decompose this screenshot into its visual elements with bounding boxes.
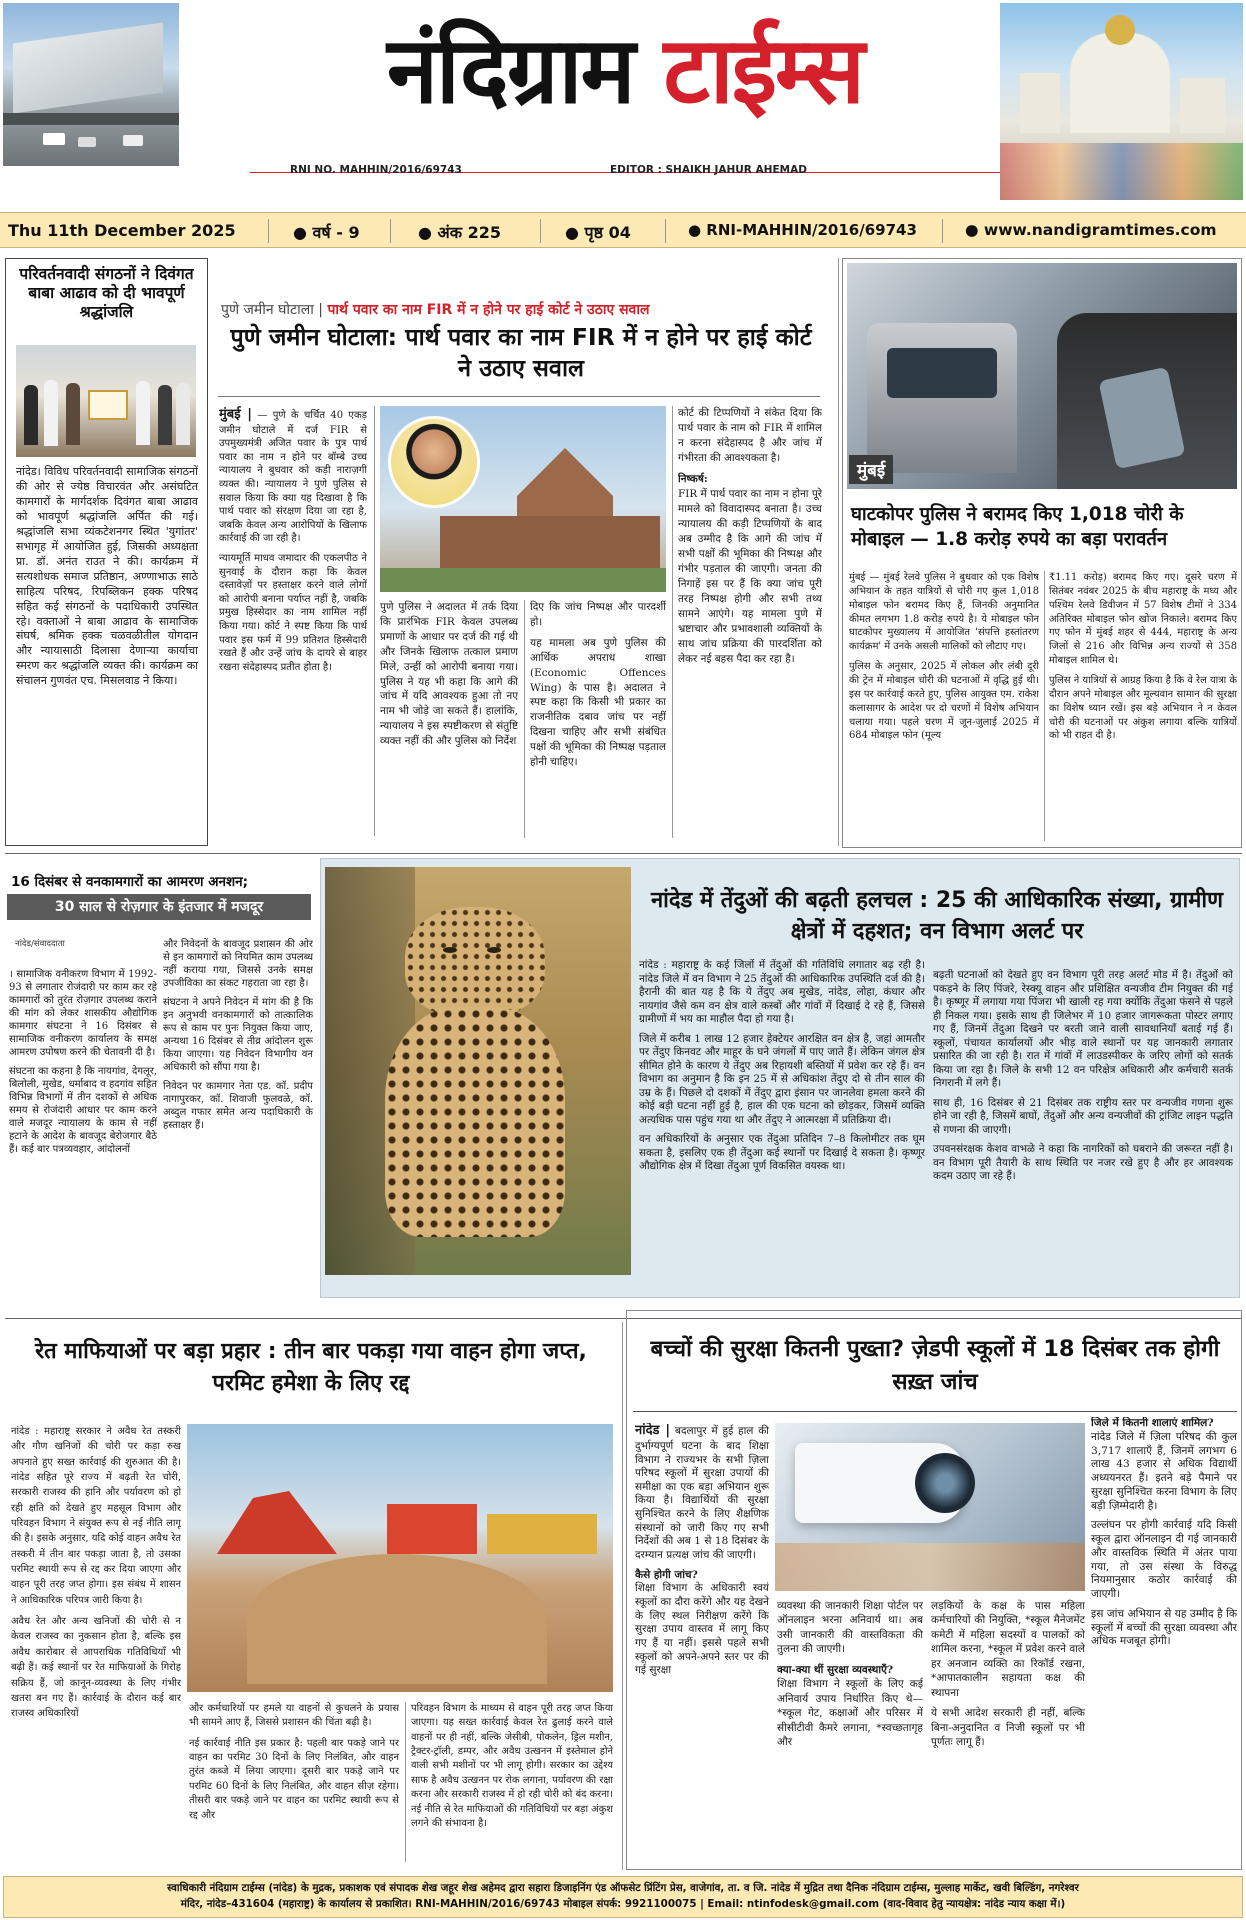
- pune-col4b: FIR में पार्थ पवार का नाम न होना पूरे मामले को विवादास्पद बनाता है। उच्च न्यायालय की कड़ी टिप्पणियों के बाद अब उम्मीद है कि आगे की जांच में सभी पक्षों की भूमिका की निष्पक्ष और गंभीर पड़ताल की जाएगी। जनता की निगाहें इस पर हैं कि क्या जांच पूरी तरह निष्पक्ष होगी और सभी तथ्य सामने आएंगे। यह मामला पुणे में भ्रष्टाचार और प्रभावशाली व्यक्तियों के साथ जांच प्रक्रिया की पारदर्शिता को लेकर नई बहस पैदा कर रहा है।: [678, 487, 822, 665]
- page-number: ● पृष्ठ 04: [565, 223, 631, 242]
- editor-line: EDITOR : SHAIKH JAHUR AHEMAD: [610, 164, 807, 176]
- mobiles-col1a: मुंबई — मुंबई रेलवे पुलिस ने बुधवार को एक विशेष अभियान के तहत यात्रियों से चोरी गए कुल 1,018 मोबाइल फोन बरामद किए हैं, जिनकी अनुमानित कीमत लगभग 1.8 करोड़ रुपये है। ये मोबाइल फोन घाटकोपर मुख्यालय में आयोजित 'संपत्ति हस्तांतरण कार्यक्रम' में उनके असली मालिकों को लौटाए गए।: [849, 572, 1039, 653]
- pune-col4: [678, 406, 822, 838]
- leopards-col2a: बढ़ती घटनाओं को देखते हुए वन विभाग पूरी तरह अलर्ट मोड में है। तेंदुओं को पकड़ने के लिए पिंजरे, रेस्क्यू वाहन और प्रशिक्षित वन्यजीव टीम नियुक्त की गई है। कृष्णूर में लगाया गया पिंजरा भी खाली रह गया क्योंकि तेंदुआ फंसने से पहले ही निकल गया। इसके साथ ही जिलेभर में 10 हजार जागरूकता पोस्टर लगाए गए हैं, जिनमें तेंदुआ दिखने पर बरती जाने वाली सावधानियाँ बताई गई हैं। स्कूलों, पंचायत कार्यालयों और भीड़ वाले स्थानों पर यह जानकारी लगातार प्रसारित की जा रही है। रात में गांवों में लाउडस्पीकर के जरिए लोगों को सतर्क किया जा रहा है। जिले के सभी 12 वन परिक्षेत्र अधिकारी और कर्मचारी सतर्क निगरानी में लगे हैं।: [933, 969, 1233, 1090]
- school-col1b: शिक्षा विभाग के अधिकारी स्वयं स्कूलों का दौरा करेंगे और यह देखने के लिए स्थल निरीक्षण करेंगे कि सुरक्षा उपाय वास्तव में लागू किए गए हैं या नहीं। इससे पहले सभी स्कूलों को अपने-अपने स्तर पर की गई सुरक्षा: [635, 1582, 769, 1677]
- leopards-col2b: साथ ही, 16 दिसंबर से 21 दिसंबर तक राष्ट्रीय स्तर पर वन्यजीव गणना शुरू होने जा रही है, जिसमें बाघों, तेंदुओं और अन्य वन्यजीवों की ट्रांजिट लाइन पद्धति से गणना की जाएगी।: [933, 1096, 1233, 1136]
- pune-dateline: मुंबई |: [219, 407, 253, 422]
- workers-col2: [163, 938, 313, 1308]
- school-col4: [1091, 1417, 1237, 1863]
- temple-photo: [1000, 3, 1243, 200]
- sand-col1a: नांदेड : महाराष्ट्र सरकार ने अवैध रेत तस्करी और गौण खनिजों की चोरी पर कड़ा रुख अपनाते हुए सख्त कार्रवाई की शुरुआत की है। नांदेड सहित पूरे राज्य में बढ़ती रेत चोरी, सरकारी राजस्व की हानि और पर्यावरण को हो रही क्षति को देखते हुए महसूल विभाग और परिवहन विभाग ने संयुक्त रूप से नई नीति लागू की है। इसके अनुसार, यदि कोई वाहन अवैध रेत तस्करी में तीन बार पकड़ा जाता है, तो उसका परमिट स्थायी रूप से रद्द कर दिया जाएगा और वाहन पूरी तरह जप्त होगा। इस संबंध में शासन ने आधिकारिक परिपत्र जारी किया है।: [11, 1426, 181, 1606]
- school-col4b: उल्लंघन पर होगी कार्रवाई यदि किसी स्कूल द्वारा ऑनलाइन दी गई जानकारी और वास्तविक स्थिति में अंतर पाया गया, तो उस संस्था के विरुद्ध नियमानुसार कठोर कार्रवाई की जाएगी।: [1091, 1519, 1237, 1601]
- pune-photo: [380, 406, 666, 592]
- mobiles-col2a: ₹1.11 करोड़) बरामद किए गए। दूसरे चरण में सितंबर नवंबर 2025 के बीच महाराष्ट्र के मध्य और पश्चिम रेलवे डिवीजन में 57 विशेष टीमों ने 334 अतिरिक्त मोबाइल फोन खोज निकाले। बरामद किए गए फोन में मुंबई शहर से 444, महाराष्ट्र के अन्य जिलों से 216 और विभिन्न अन्य राज्यों से 358 मोबाइल शामिल थे।: [1049, 572, 1237, 667]
- school-col2a: व्यवस्था की जानकारी शिक्षा पोर्टल पर ऑनलाइन भरना अनिवार्य था। अब उसी जानकारी की वास्तविकता की तुलना की जाएगी।: [777, 1600, 923, 1656]
- masthead-title-accent: टाईम्स: [663, 17, 863, 124]
- sand-col3: परिवहन विभाग के माध्यम से वाहन पूरी तरह जप्त किया जाएगा। यह सख्त कार्रवाई केवल रेत ढुलाई करने वाले वाहनों पर ही नहीं, बल्कि जेसीबी, पोकलेन, ड्रिल मशीन, ट्रैक्टर-ट्रॉली, डम्पर, और अवैध उत्खनन में इस्तेमाल होने वाली सभी मशीनों पर भी लागू होगी। सरकार का उद्देश्य साफ है अवैध उत्खनन पर रोक लगाना, पर्यावरण की रक्षा करना और सरकारी राजस्व में हो रही चोरी को बंद करना। नई नीति से रेत माफियाओं की गतिविधियों पर बड़ा अंकुश लगने की संभावना है।: [411, 1703, 613, 1829]
- school-col4-sub: जिले में कितनी शालाएं शामिल?: [1091, 1417, 1214, 1429]
- workers-col2b: संघटना ने अपने निवेदन में मांग की है कि इन अनुभवी वनकामगारों को तात्कालिक रूप से काम पर पुनः नियुक्त किया जाए, अन्यथा 16 दिसंबर से तीव्र आंदोलन शुरू किया जाएगा। यह निवेदन विभागीय वन अधिकारी को सौंपा गया है।: [163, 997, 313, 1073]
- story-sand-mafia: [5, 1322, 617, 1870]
- school-col2-sub: क्या-क्या थीं सुरक्षा व्यवस्थाएँ?: [777, 1663, 894, 1676]
- story-tribute: [5, 258, 208, 846]
- sand-col2: [189, 1702, 399, 1862]
- leopards-col1c: वन अधिकारियों के अनुसार एक तेंदुआ प्रतिदिन 7–8 किलोमीटर तक घूम सकता है, इसलिए एक ही तेंदुआ कई स्थानों पर दिखाई दे सकता है। कृष्णूर औद्योगिक क्षेत्र में दिखा तेंदुआ पूर्ण विकसित वयस्क था।: [639, 1133, 925, 1173]
- leopards-col2c: उपवनसंरक्षक केशव वाभळे ने कहा कि नागरिकों को घबराने की जरूरत नहीं है। वन विभाग पूरी तैयारी के साथ स्थिति पर नजर रखे हुए है और हर आवश्यक कदम उठाए जा रहे हैं।: [933, 1143, 1233, 1183]
- tribute-headline: परिवर्तनवादी संगठनों ने दिवंगत बाबा आढाव को दी भावपूर्ण श्रद्धांजलि: [19, 265, 194, 321]
- school-col1a: बदलापुर में हुई हाल की दुर्भाग्यपूर्ण घटना के बाद शिक्षा विभाग ने राज्यभर के सभी ज़िला परिषद स्कूलों में सुरक्षा उपायों की समीक्षा का एक बड़ा अभियान शुरू किया है। विद्यार्थियों की सुरक्षा सुनिश्चित करने के लिए शैक्षणिक संस्थानों को जारी किए गए सभी निर्देशों की अब 1 से 18 दिसंबर के दरम्यान प्रत्यक्ष जांच की जाएगी।: [635, 1425, 769, 1562]
- school-col3b: ये सभी आदेश सरकारी ही नहीं, बल्कि बिना-अनुदानित व निजी स्कूलों पर भी पूर्णतः लागू हैं।: [931, 1707, 1085, 1749]
- leopards-headline: नांदेड में तेंदुओं की बढ़ती हलचल : 25 की आधिकारिक संख्या, ग्रामीण क्षेत्रों में दहशत; वन विभाग अलर्ट पर: [650, 888, 1224, 945]
- school-col4c: इस जांच अभियान से यह उम्मीद है कि स्कूलों में बच्चों की सुरक्षा व्यवस्था और अधिक मजबूत होगी।: [1091, 1607, 1237, 1648]
- sand-col2a: और कर्मचारियों पर हमले या वाहनों से कुचलने के प्रयास भी सामने आए हैं, जिससे प्रशासन की चिंता बढ़ी है।: [189, 1703, 399, 1729]
- cctv-photo: [775, 1423, 1085, 1591]
- imprint-line-2: मंदिर, नांदेड–431604 (महाराष्ट्र) के कार्यालय से प्रकाशित। RNI-MAHHIN/2016/69743 मोबाइल संपर्क: 9921100075 | Email: ntinfodesk@gmail.com (वाद-विवाद हेतु न्यायक्षेत्र: नांदेड न्याय कक्षा में।): [180, 1898, 1066, 1910]
- school-col1: [635, 1423, 769, 1863]
- school-dateline: नांदेड |: [635, 1423, 671, 1438]
- website-link[interactable]: ● www.nandigramtimes.com: [965, 221, 1217, 239]
- leopards-col1b: जिले में करीब 1 लाख 12 हजार हेक्टेयर आरक्षित वन क्षेत्र है, जहां आमतौर पर तेंदुए किनवट और माहूर के घने जंगलों में पाए जाते हैं। लेकिन जंगल क्षेत्र सीमित होने के कारण ये तेंदुए अब रिहायशी बस्तियों में प्रवेश कर रहे हैं। वन विभाग का अनुमान है कि इन 25 में से अधिकांश तेंदुए दो से तीन साल की उम्र के हैं। पिछले दो दशकों में तेंदुए द्वारा इंसान पर जानलेवा हमला करने की कोई बड़ी घटना नहीं हुई है, हाल की एक घटना को छोड़कर, जिसमें व्यक्ति अत्यधिक पास पहुंच गया था और तेंदुए ने आत्मरक्षा में प्रतिक्रिया दी।: [639, 1032, 925, 1126]
- story-pune: [214, 258, 828, 846]
- info-bar: [0, 212, 1246, 248]
- pune-col3: [530, 600, 666, 838]
- school-col2: [777, 1599, 923, 1863]
- imprint-line-1: स्वाधिकारी नंदिग्राम टाईम्स (नांदेड) के मुद्रक, प्रकाशक एवं संपादक शेख जहूर शेख अहेमद द्वारा सहारा डिजाइनिंग एंड ऑफसेट प्रिंटिंग प्रेस, वाजेगांव, ता. व जि. नांदेड में मुद्रित तथा दैनिक नंदिग्राम टाईम्स, मुल्लाह मार्केट, खवी बिल्डिंग, नगरेश्वर: [167, 1882, 1079, 1894]
- sand-col1b: अवैध रेत और अन्य खनिजों की चोरी से न केवल राजस्व का नुकसान होता है, बल्कि इस अवैध कारोबार से आपराधिक गतिविधियाँ भी बढ़ी हैं। कई स्थानों पर रेत माफियाओं के गिरोह सक्रिय हैं, जो कानून-व्यवस्था के लिए गंभीर खतरा बन गए हैं। कार्रवाई के दौरान कई बार राजस्व अधिकारियों: [11, 1616, 181, 1720]
- story-leopards: [320, 858, 1240, 1298]
- story-mobiles: [842, 258, 1242, 848]
- pune-col3b: यह मामला अब पुणे पुलिस की आर्थिक अपराध शाखा (Economic Offences Wing) के पास है। अदालत ने स्पष्ट कहा कि किसी भी प्रकार का राजनीतिक दबाव जांच पर नहीं दिखना चाहिए और सभी संबंधित पक्षों की भूमिका की निष्पक्ष पड़ताल होनी चाहिए।: [530, 636, 666, 769]
- mobiles-col1: [849, 571, 1039, 843]
- pune-col1b: न्यायमूर्ति माधव जमादार की एकलपीठ ने सुनवाई के दौरान कहा कि केवल दस्तावेज़ों पर हस्ताक्षर करने वाले लोगों को आरोपी बनाना पर्याप्त नहीं है, जबकि प्रमुख हिस्सेदार का नाम शामिल नहीं किया गया। कोर्ट ने स्पष्ट किया कि पार्थ पवार इस फर्म में 99 प्रतिशत हिस्सेदारी रखते हैं और उन्हें जांच के दायरे से बाहर रखना संदेहास्पद प्रतीत होता है।: [219, 553, 367, 673]
- school-headline: बच्चों की सुरक्षा कितनी पुख्ता? ज़ेडपी स्कूलों में 18 दिसंबर तक होगी सख़्त जांच: [650, 1336, 1220, 1395]
- imprint-footer: [3, 1876, 1243, 1918]
- issue-date: Thu 11th December 2025: [8, 221, 236, 240]
- sand-col2b: नई कार्रवाई नीति इस प्रकार है: पहली बार पकड़े जाने पर वाहन का परमिट 30 दिनों के लिए निलंबित, और वाहन तुरंत कब्जे में लिया जाएगा। दूसरी बार पकड़े जाने पर परमिट 60 दिनों के लिए निलंबित, और वाहन सीज़ रहेगा। तीसरी बार पकड़े जाने पर वाहन का परमिट स्थायी रूप से रद्द और: [189, 1737, 399, 1821]
- pune-kicker: [221, 300, 649, 319]
- tribute-body: नांदेड। विविध परिवर्तनवादी सामाजिक संगठनों की ओर से ज्येष्ठ विचारवंत और असंघटित कामगारों के मार्गदर्शक दिवंगत बाबा आढाव को भावपूर्ण श्रद्धांजलि अर्पित की गई। श्रद्धांजलि सभा व्यंकटेशनगर स्थित 'युगांतर' सभागृह में आयोजित हुई, जिसकी अध्यक्षता प्रा. डॉ. अनंत राउत ने की। कार्यक्रम में सत्यशोधक समाज प्रतिष्ठान, अण्णाभाऊ साठे साहित्य परिषद, रिपब्लिकन हक्क परिषद सहित कई संगठनों के पदाधिकारी उपस्थित रहे। वक्ताओं ने बाबा आढाव के सामाजिक संघर्ष, श्रमिक हक्क चळवळीतील योगदान और न्यायासाठी दिलासा देणाऱ्या कार्याचा स्मरण कर श्रद्धांजलि व्यक्त की। कार्यक्रम का संचालन गुणवंत एच. मिसलवाड ने किया।: [16, 465, 198, 688]
- school-col3a: लड़कियों के कक्ष के पास महिला कर्मचारियों की नियुक्ति, *स्कूल मैनेजमेंट कमेटी में महिला सदस्यों व पालकों को शामिल करना, *स्कूल में प्रवेश करने वाले हर अनजान व्यक्ति का रिकॉर्ड रखना, *आपातकालीन सहायता कक्ष की स्थापना: [931, 1600, 1085, 1699]
- pune-col3a: दिए कि जांच निष्पक्ष और पारदर्शी हो।: [530, 601, 666, 628]
- workers-col1b: संघटना का कहना है कि नायगांव, देगलूर, बिलोली, मुखेड, धर्माबाद व हदगांव सहित विभिन्न विभागों में तीन दशकों से अधिक समय से रोजंदारी आधार पर काम करने वाले मजदूर न्यायालय के काम से नहीं हटाने के आदेश के बावजूद बेरोजगार बैठे हैं। कई बार पत्रव्यवहार, आंदोलनों: [9, 1066, 157, 1155]
- pune-kicker-label: पुणे जमीन घोटाला |: [221, 302, 323, 318]
- mobiles-headline: घाटकोपर पुलिस ने बरामद किए 1,018 चोरी के मोबाइल — 1.8 करोड़ रुपये का बड़ा परावर्तन: [851, 504, 1184, 550]
- pune-col1a: — पुणे के चर्चित 40 एकड़ जमीन घोटाले में दर्ज FIR से उपमुख्यमंत्री अजित पवार के पुत्र पार्थ पवार का नाम न होने पर बॉम्बे उच्च न्यायालय ने बुधवार को कड़ी नाराज़गी व्यक्त की। न्यायालय ने पुणे पुलिस से सवाल किया कि क्या यह दिखावा है कि पार्थ पवार को संरक्षण दिया जा रहा है, जबकि केवल अन्य आरोपियों के खिलाफ कार्रवाई की जा रही है।: [219, 410, 367, 545]
- leopards-col2: [933, 969, 1233, 1289]
- leopard-photo: [325, 867, 631, 1275]
- pune-headline: पुणे जमीन घोटाला: पार्थ पवार का नाम FIR में न होने पर हाई कोर्ट ने उठाए सवाल: [230, 323, 812, 383]
- issue-number: ● अंक 225: [418, 223, 502, 242]
- mobiles-col1b: पुलिस के अनुसार, 2025 में लोकल और लंबी दूरी की ट्रेन में मोबाइल चोरी की घटनाओं में वृद्धि हुई थी। इस पर कार्रवाई करते हुए, पुलिस आयुक्त एम. राकेश कलासागर के आदेश पर दो चरणों में विशेष अभियान चलाया गया। पहले चरण में जून-जुलाई 2025 में 684 मोबाइल फोन (मूल्य: [849, 661, 1039, 742]
- mumbai-tag: मुंबई: [849, 455, 893, 484]
- school-col2b: शिक्षा विभाग ने स्कूलों के लिए कई अनिवार्य उपाय निर्धारित किए थे— *स्कूल गेट, कक्षाओं और परिसर में सीसीटीवी कैमरे लगाना, *स्वच्छतागृह और: [777, 1678, 923, 1749]
- school-col3: [931, 1599, 1085, 1863]
- airport-photo: [3, 3, 179, 166]
- school-col4a: नांदेड जिले में ज़िला परिषद की कुल 3,717 शालाएँ हैं, जिनमें लगभग 6 लाख 43 हजार से अधिक विद्यार्थी अध्ययनरत हैं। इतने बड़े पैमाने पर सुरक्षा सुनिश्चित करना विभाग के लिए बड़ी ज़िम्मेदारी है।: [1091, 1430, 1237, 1512]
- story-school-safety: [626, 1310, 1242, 1870]
- sand-headline: रेत माफियाओं पर बड़ा प्रहार : तीन बार पकड़ा गया वाहन होगा जप्त, परमिट हमेशा के लिए रद्द: [35, 1339, 587, 1396]
- issue-year: ● वर्ष - 9: [293, 223, 360, 242]
- workers-col1a: । सामाजिक वनीकरण विभाग में 1992-93 से लगातार रोजंदारी पर काम कर रहे कामगारों को तुरंत रोज़गार उपलब्ध कराने की मांग को लेकर शासकीय औद्योगिक कामगार संघटना ने 16 दिसंबर से सामाजिक वनीकरण कार्यालय के समक्ष आमरण उपोषण करने की चेतावनी दी है।: [9, 969, 157, 1058]
- pune-col4a: कोर्ट की टिप्पणियों ने संकेत दिया कि पार्थ पवार के नाम को FIR में शामिल न करना संदेहास्पद है और जांच में गंभीरता की आवश्यकता है।: [678, 407, 822, 464]
- story-forest-workers: [5, 858, 313, 1310]
- leopards-col1: [639, 959, 925, 1289]
- pune-col2: पुणे पुलिस ने अदालत में तर्क दिया कि प्रारंभिक FIR केवल उपलब्ध प्रमाणों के आधार पर दर्ज की गई थी और जिनके खिलाफ तत्काल प्रमाण मिले, उन्हीं को आरोपी बनाया गया। पुलिस ने यह भी कहा कि आगे की जांच में यदि आवश्यक हुआ तो नए नाम भी जोड़े जा सकते हैं। हालांकि, न्यायालय ने इस स्पष्टीकरण से संतुष्टि व्यक्त नहीं की और पुलिस को निर्देश: [380, 601, 518, 748]
- pune-col1: [219, 406, 367, 836]
- mobiles-col2b: पुलिस ने यात्रियों से आग्रह किया है कि वे रेल यात्रा के दौरान अपने मोबाइल और मूल्यवान सामान की सुरक्षा का विशेष ध्यान रखें। इस बड़े अभियान ने न केवल चोरी की घटनाओं पर अंकुश लगाया बल्कि यात्रियों को भी राहत दी है।: [1049, 675, 1237, 742]
- workers-dateline: नांदेड/संवाददाता: [15, 939, 65, 949]
- mobiles-col2: [1049, 571, 1237, 843]
- tribute-photo: [16, 345, 196, 457]
- sand-col1: [11, 1424, 181, 1864]
- workers-headline: 16 दिसंबर से वनकामगारों का आमरण अनशन;: [11, 874, 249, 890]
- leopards-col1a: नांदेड : महाराष्ट्र के कई जिलों में तेंदुओं की गतिविधि लगातार बढ़ रही है। नांदेड जिले में वन विभाग ने 25 तेंदुओं की आधिकारिक उपस्थिति दर्ज की है। हैरानी की बात यह है कि ये तेंदुए अब मुखेड, नांदेड, लोहा, कंधार और नायगांव जैसे कम वन क्षेत्र वाले कस्बों और गांवों में दिखाई दे रहे हैं, जिससे ग्रामीणों में भय का माहौल पैदा हो गया है।: [639, 959, 925, 1026]
- rni-line: RNI NO. MAHHIN/2016/69743: [290, 164, 462, 176]
- pune-kicker-red: पार्थ पवार का नाम FIR में न होने पर हाई कोर्ट ने उठाए सवाल: [327, 302, 650, 318]
- workers-subhead: 30 साल से रोज़गार के इंतजार में मजदूर: [7, 894, 311, 920]
- workers-col2c: निवेदन पर कामगार नेता एड. कॉ. प्रदीप नागापुरकर, कॉ. शिवाजी फुलवळे, कॉ. अब्दुल गफार समेत अन्य पदाधिकारी के हस्ताक्षर हैं।: [163, 1081, 313, 1131]
- workers-col2a: और निवेदनों के बावजूद प्रशासन की ओर से इन कामगारों को नियमित काम उपलब्ध नहीं कराया गया, जिससे उनके समक्ष उपजीविका का संकट गहराता जा रहा है।: [163, 939, 313, 989]
- rni-number: ● RNI-MAHHIN/2016/69743: [688, 221, 917, 239]
- masthead-title: [255, 8, 995, 133]
- school-col1-sub: कैसे होगी जांच?: [635, 1568, 698, 1581]
- pune-col4-sub: निष्कर्ष:: [678, 472, 708, 485]
- train-photo: [847, 263, 1237, 489]
- parth-pawar-portrait: [388, 416, 480, 508]
- workers-col1: [9, 968, 157, 1308]
- sand-photo: [187, 1424, 613, 1692]
- masthead-title-main: नंदिग्राम: [387, 17, 634, 124]
